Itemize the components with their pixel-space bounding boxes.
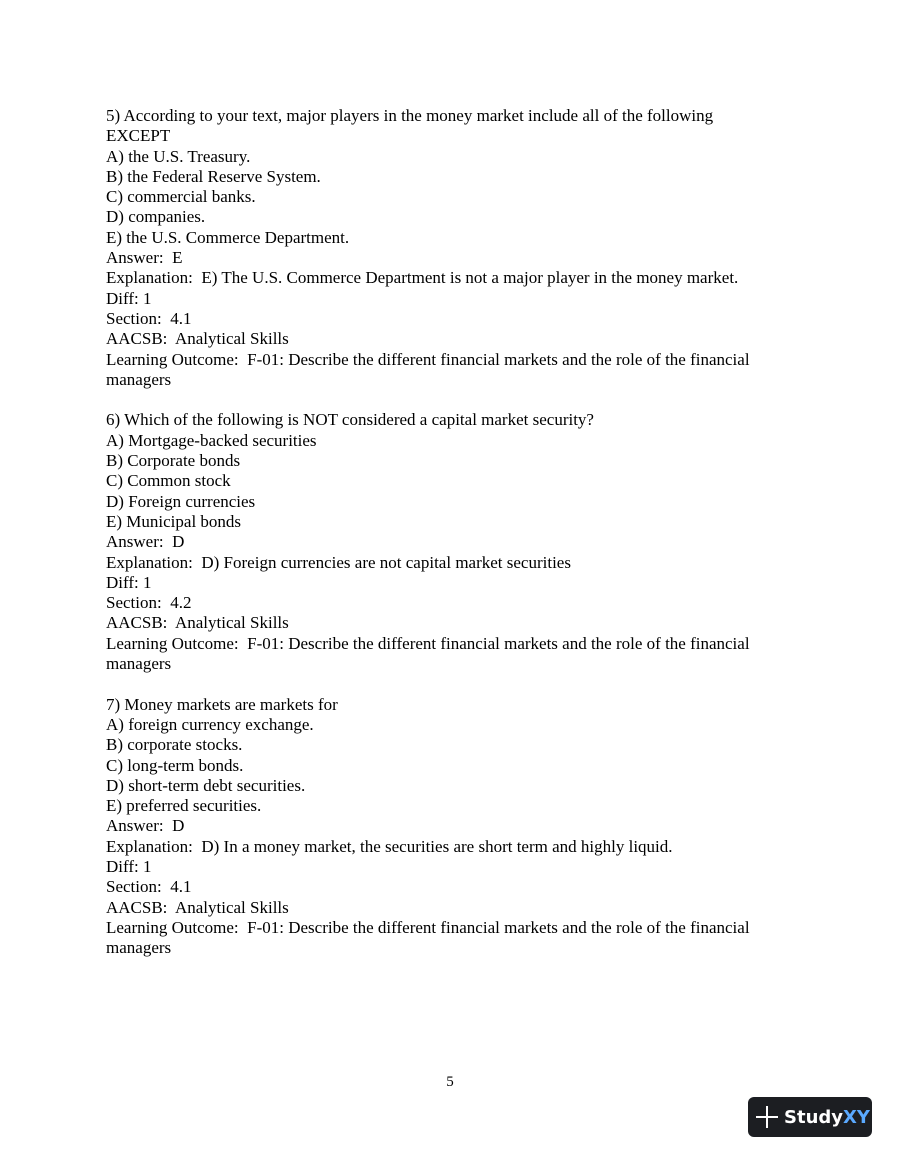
text-line: Section: 4.2 [106,593,192,613]
text-line: managers [106,654,172,674]
text-line: A) foreign currency exchange. [106,714,314,734]
text-line: AACSB: Analytical Skills [106,613,289,633]
brand-name-part2: XY [843,1106,870,1128]
document-body [106,106,806,958]
text-line: A) Mortgage-backed securities [106,430,317,450]
text-line: 6) Which of the following is NOT considered a capital market security? [106,410,594,430]
brand-name-part1: Study [784,1106,844,1128]
text-line: 5) According to your text, major players in the money market include all of the following [106,106,714,125]
plus-icon [756,1106,778,1128]
text-line: C) commercial banks. [106,187,256,207]
text-line: Section: 4.1 [106,308,192,328]
text-line: D) short-term debt securities. [106,775,306,795]
text-line: Diff: 1 [106,856,152,876]
text-line: Section: 4.1 [106,877,192,897]
text-line: Diff: 1 [106,572,152,592]
text-line: E) the U.S. Commerce Department. [106,227,350,247]
text-line: B) the Federal Reserve System. [106,166,321,186]
text-line: C) Common stock [106,471,231,491]
text-line: Learning Outcome: F-01: Describe the different financial markets and the role of the financial [106,349,750,369]
text-line: Answer: D [106,532,185,552]
studyxy-badge[interactable] [748,1097,872,1137]
question-block [106,410,806,674]
text-line: Explanation: E) The U.S. Commerce Department is not a major player in the money market. [106,268,739,288]
text-line: C) long-term bonds. [106,755,244,775]
text-line: E) preferred securities. [106,796,262,816]
text-line: managers [106,938,172,958]
text-line: B) corporate stocks. [106,735,243,755]
text-line: Answer: E [106,248,183,268]
text-line: Explanation: D) Foreign currencies are not capital market securities [106,552,571,572]
question-block [106,106,806,390]
text-line: Diff: 1 [106,288,152,308]
text-line: managers [106,369,172,389]
question-block [106,695,806,959]
text-line: AACSB: Analytical Skills [106,329,289,349]
text-line: E) Municipal bonds [106,511,242,531]
text-line: Learning Outcome: F-01: Describe the different financial markets and the role of the financial [106,917,750,937]
text-line: Answer: D [106,816,185,836]
text-line: EXCEPT [106,126,171,146]
text-line: Learning Outcome: F-01: Describe the different financial markets and the role of the financial [106,633,750,653]
text-line: Explanation: D) In a money market, the securities are short term and highly liquid. [106,836,673,856]
text-line: D) companies. [106,207,206,227]
text-line: A) the U.S. Treasury. [106,146,251,166]
text-line: D) Foreign currencies [106,491,256,511]
text-line: B) Corporate bonds [106,451,241,471]
text-line: 7) Money markets are markets for [106,694,338,714]
page-number: 5 [446,1074,454,1090]
text-line: AACSB: Analytical Skills [106,897,289,917]
